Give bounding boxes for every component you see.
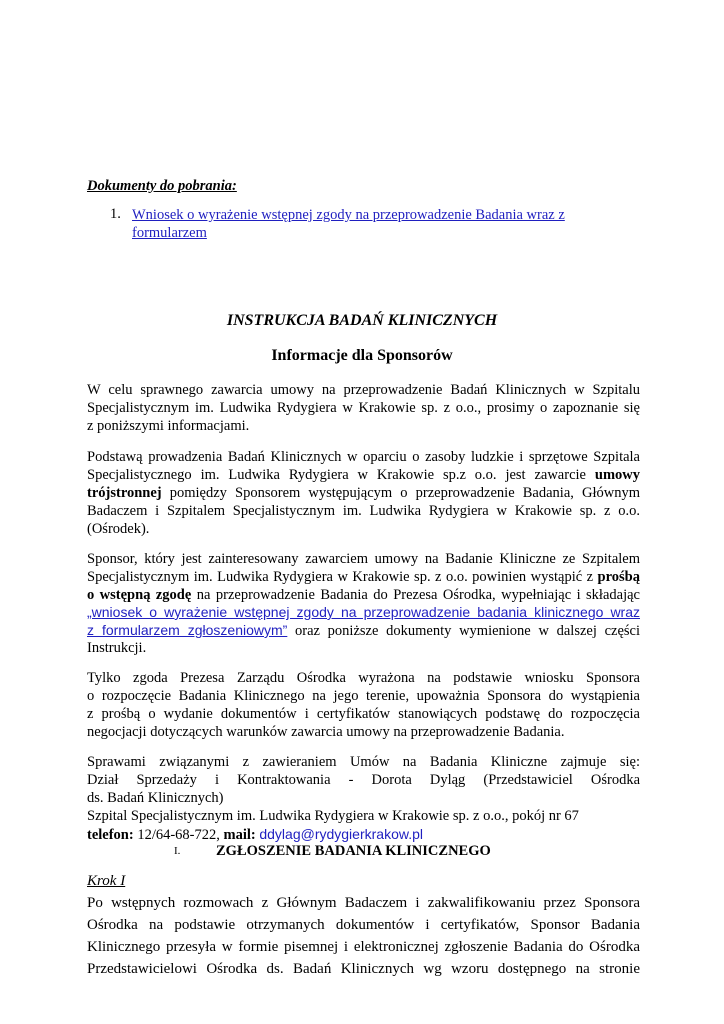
phone-number: 12/64-68-722, bbox=[137, 827, 220, 843]
p3-bold-wstepna-zgode: o wstępną zgodę bbox=[87, 587, 192, 603]
p2-text: pomiędzy Sponsorem występującym o przeprowadzenie Badania, Głównym bbox=[169, 485, 640, 501]
phone-label: telefon: bbox=[87, 827, 134, 843]
p4-line: Tylko zgoda Prezesa Zarządu Ośrodka wyrażona na podstawie wniosku Sponsora bbox=[87, 670, 640, 686]
p4-line: z prośbą o wydanie dokumentów i certyfikatów stanowiących podstawę do rozpoczęcia bbox=[87, 706, 640, 722]
downloads-heading: Dokumenty do pobrania: bbox=[87, 178, 237, 194]
download-number: 1. bbox=[110, 206, 121, 222]
contact-line: ds. Badań Klinicznych) bbox=[87, 790, 224, 806]
p3-line bbox=[87, 621, 640, 639]
p2-text: Specjalistycznego im. Ludwika Rydygiera w Krakowie sp.z o.o. jest zawarcie bbox=[87, 467, 586, 483]
p2-line: (Ośrodek). bbox=[87, 521, 150, 537]
step-label: Krok I bbox=[87, 873, 126, 889]
email-address[interactable]: ddylag@rydygierkrakow.pl bbox=[259, 826, 423, 842]
p4-line: o rozpoczęcie Badania Klinicznego na jego terenie, upoważnia Sponsora do wystąpienia bbox=[87, 688, 640, 704]
p1-line: z poniższymi informacjami. bbox=[87, 418, 250, 434]
download-link-application[interactable] bbox=[132, 206, 565, 242]
p2-bold-trojstronnej: trójstronnej bbox=[87, 485, 162, 501]
p2-line: Podstawą prowadzenia Badań Klinicznych w oparciu o zasoby ludzkie i sprzętowe Szpitala bbox=[87, 449, 640, 465]
p3-text: Specjalistycznym im. Ludwika Rydygiera w Krakowie sp. z o.o. powinien wystąpić z bbox=[87, 569, 594, 585]
p3-line bbox=[87, 586, 640, 604]
application-form-link-part2[interactable]: z formularzem zgłoszeniowym” bbox=[87, 622, 288, 638]
section-number: I. bbox=[174, 845, 181, 857]
page-subtitle: Informacje dla Sponsorów bbox=[271, 347, 453, 364]
mail-label: mail: bbox=[223, 827, 256, 843]
p2-line bbox=[87, 466, 640, 484]
p3-line: Instrukcji. bbox=[87, 640, 147, 656]
step-line: Ośrodka na podstawie otrzymanych dokumentów i certyfikatów, Sponsor Badania bbox=[87, 917, 640, 933]
contact-address: Szpital Specjalistycznym im. Ludwika Rydygiera w Krakowie sp. z o.o., pokój nr 67 bbox=[87, 808, 579, 824]
application-form-link-part1[interactable]: „wniosek o wyrażenie wstępnej zgody na przeprowadzenie badania klinicznego wraz bbox=[87, 604, 640, 620]
section-title: ZGŁOSZENIE BADANIA KLINICZNEGO bbox=[216, 843, 491, 859]
p2-line bbox=[87, 484, 640, 502]
p3-bold-prosba: prośbą bbox=[597, 569, 640, 585]
download-link-line2: formularzem bbox=[132, 225, 207, 241]
p3-line bbox=[87, 568, 640, 586]
p1-line: W celu sprawnego zawarcia umowy na przeprowadzenie Badań Klinicznych w Szpitalu bbox=[87, 382, 640, 398]
p3-line: Sponsor, który jest zainteresowany zawarciem umowy na Badanie Kliniczne ze Szpitalem bbox=[87, 551, 640, 567]
step-line: Klinicznego przesyła w formie pisemnej i elektronicznej zgłoszenie Badania do Ośrodka bbox=[87, 939, 640, 955]
p3-text: oraz poniższe dokumenty wymienione w dalszej części bbox=[295, 623, 640, 639]
contact-line: Dział Sprzedaży i Kontraktowania - Dorota Dyląg (Przedstawiciel Ośrodka bbox=[87, 772, 640, 788]
step-line: Po wstępnych rozmowach z Głównym Badaczem i zakwalifikowaniu przez Sponsora bbox=[87, 895, 640, 911]
p4-line: negocjacji dotyczących warunków zawarcia umowy na przeprowadzenie Badania. bbox=[87, 724, 565, 740]
p3-line bbox=[87, 603, 640, 621]
step-line: Przedstawicielowi Ośrodka ds. Badań Klinicznych wg wzoru dostępnego na stronie bbox=[87, 961, 640, 977]
p2-bold-umowy: umowy bbox=[594, 467, 640, 483]
contact-phone-mail bbox=[87, 825, 640, 843]
p1-line: Specjalistycznym im. Ludwika Rydygiera w Krakowie sp. z o.o., prosimy o zapoznanie się bbox=[87, 400, 640, 416]
contact-line: Sprawami związanymi z zawieraniem Umów na Badania Kliniczne zajmuje się: bbox=[87, 754, 640, 770]
page-title: INSTRUKCJA BADAŃ KLINICZNYCH bbox=[226, 312, 498, 329]
download-link-line1: Wniosek o wyrażenie wstępnej zgody na przeprowadzenie Badania wraz z bbox=[132, 207, 565, 223]
p2-line: Badaczem i Szpitalem Specjalistycznym im. Ludwika Rydygiera w Krakowie sp. z o.o. bbox=[87, 503, 640, 519]
p3-text: na przeprowadzenie Badania do Prezesa Ośrodka, wypełniając i składając bbox=[196, 587, 640, 603]
